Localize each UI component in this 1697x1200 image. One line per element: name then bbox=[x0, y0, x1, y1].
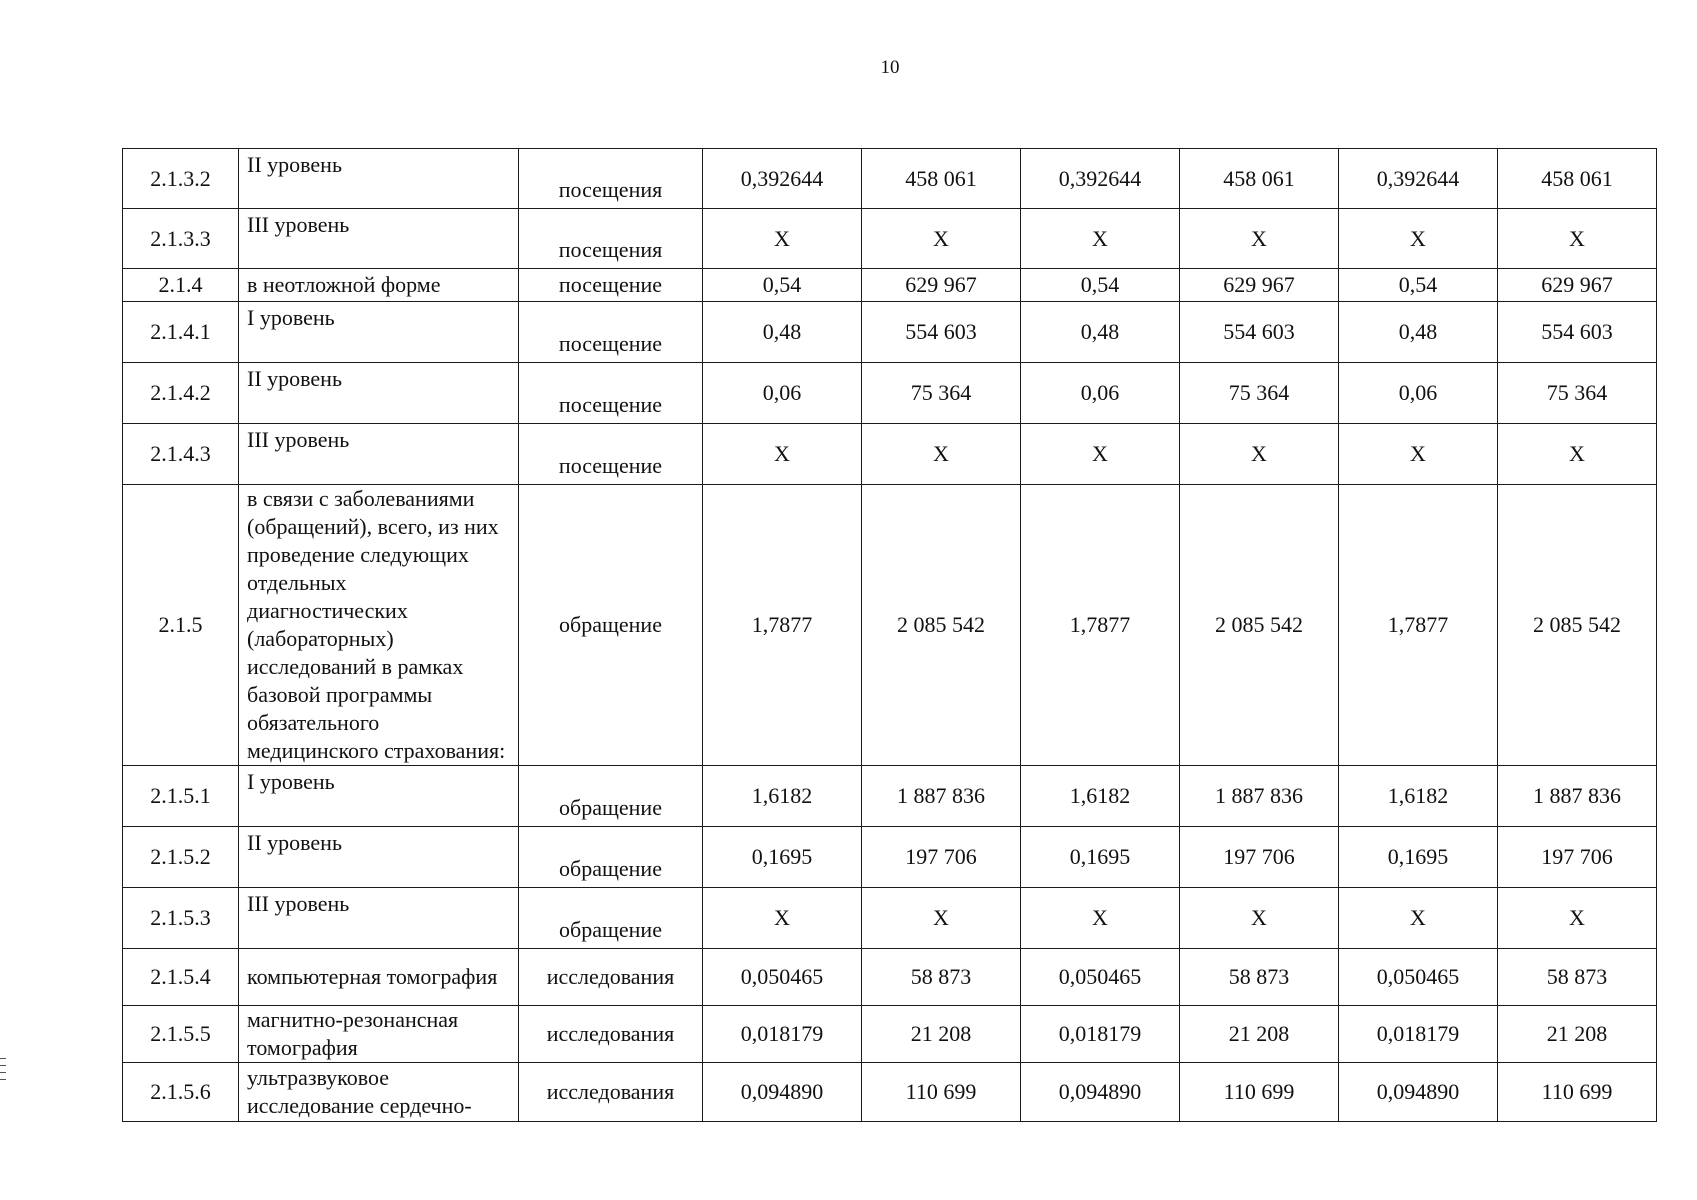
row-unit: исследования bbox=[519, 949, 703, 1006]
value-cell: Х bbox=[1180, 888, 1339, 949]
value-cell: Х bbox=[1021, 424, 1180, 485]
value-cell: 1,7877 bbox=[1021, 485, 1180, 766]
row-code: 2.1.5.2 bbox=[123, 827, 239, 888]
table-row bbox=[123, 949, 1657, 1006]
row-name: ультразвуковое исследование сердечно- bbox=[239, 1063, 519, 1122]
value-cell: Х bbox=[1498, 888, 1657, 949]
value-cell: 554 603 bbox=[1180, 302, 1339, 363]
row-code: 2.1.4.1 bbox=[123, 302, 239, 363]
value-cell: 110 699 bbox=[1498, 1063, 1657, 1122]
table-row bbox=[123, 363, 1657, 424]
value-cell: Х bbox=[1180, 209, 1339, 269]
value-cell: Х bbox=[862, 424, 1021, 485]
row-name: II уровень bbox=[239, 363, 519, 424]
value-cell: 0,018179 bbox=[1339, 1006, 1498, 1063]
table-row bbox=[123, 485, 1657, 766]
row-code: 2.1.5.4 bbox=[123, 949, 239, 1006]
value-cell: 1 887 836 bbox=[1498, 766, 1657, 827]
value-cell: Х bbox=[1180, 424, 1339, 485]
page-number: 10 bbox=[880, 57, 900, 78]
row-unit: посещение bbox=[519, 269, 703, 302]
table-row bbox=[123, 1063, 1657, 1122]
table-row bbox=[123, 888, 1657, 949]
value-cell: 0,48 bbox=[1021, 302, 1180, 363]
row-code: 2.1.5 bbox=[123, 485, 239, 766]
row-name: I уровень bbox=[239, 302, 519, 363]
value-cell: 110 699 bbox=[862, 1063, 1021, 1122]
value-cell: 1 887 836 bbox=[862, 766, 1021, 827]
row-name: III уровень bbox=[239, 888, 519, 949]
value-cell: 75 364 bbox=[1498, 363, 1657, 424]
value-cell: 554 603 bbox=[862, 302, 1021, 363]
row-name: II уровень bbox=[239, 827, 519, 888]
row-code: 2.1.4.2 bbox=[123, 363, 239, 424]
value-cell: 2 085 542 bbox=[862, 485, 1021, 766]
table-row bbox=[123, 302, 1657, 363]
row-code: 2.1.4 bbox=[123, 269, 239, 302]
value-cell: 21 208 bbox=[862, 1006, 1021, 1063]
value-cell: 1,7877 bbox=[703, 485, 862, 766]
value-cell: 21 208 bbox=[1498, 1006, 1657, 1063]
value-cell: 1,6182 bbox=[703, 766, 862, 827]
row-code: 2.1.5.6 bbox=[123, 1063, 239, 1122]
row-code: 2.1.3.2 bbox=[123, 149, 239, 209]
row-unit: посещения bbox=[519, 209, 703, 269]
value-cell: Х bbox=[1021, 888, 1180, 949]
value-cell: Х bbox=[1498, 209, 1657, 269]
row-unit: посещение bbox=[519, 302, 703, 363]
row-unit: посещение bbox=[519, 424, 703, 485]
value-cell: 0,54 bbox=[703, 269, 862, 302]
value-cell: 58 873 bbox=[1180, 949, 1339, 1006]
value-cell: 0,06 bbox=[703, 363, 862, 424]
table-row bbox=[123, 209, 1657, 269]
value-cell: 629 967 bbox=[1180, 269, 1339, 302]
value-cell: Х bbox=[862, 888, 1021, 949]
row-code: 2.1.4.3 bbox=[123, 424, 239, 485]
value-cell: 458 061 bbox=[1498, 149, 1657, 209]
value-cell: 1 887 836 bbox=[1180, 766, 1339, 827]
row-name: III уровень bbox=[239, 424, 519, 485]
value-cell: 554 603 bbox=[1498, 302, 1657, 363]
value-cell: 2 085 542 bbox=[1180, 485, 1339, 766]
value-cell: 0,06 bbox=[1339, 363, 1498, 424]
value-cell: 629 967 bbox=[1498, 269, 1657, 302]
value-cell: 0,1695 bbox=[703, 827, 862, 888]
value-cell: 0,1695 bbox=[1339, 827, 1498, 888]
value-cell: Х bbox=[703, 888, 862, 949]
value-cell: 2 085 542 bbox=[1498, 485, 1657, 766]
value-cell: 0,094890 bbox=[1339, 1063, 1498, 1122]
value-cell: 1,6182 bbox=[1021, 766, 1180, 827]
value-cell: 21 208 bbox=[1180, 1006, 1339, 1063]
value-cell: 75 364 bbox=[1180, 363, 1339, 424]
value-cell: 0,392644 bbox=[703, 149, 862, 209]
value-cell: 0,1695 bbox=[1021, 827, 1180, 888]
row-name: I уровень bbox=[239, 766, 519, 827]
row-unit: исследования bbox=[519, 1063, 703, 1122]
value-cell: 0,392644 bbox=[1339, 149, 1498, 209]
table-row bbox=[123, 424, 1657, 485]
value-cell: 0,392644 bbox=[1021, 149, 1180, 209]
table-row bbox=[123, 827, 1657, 888]
value-cell: Х bbox=[862, 209, 1021, 269]
row-name: II уровень bbox=[239, 149, 519, 209]
value-cell: 0,018179 bbox=[1021, 1006, 1180, 1063]
indicators-table bbox=[122, 148, 1657, 1122]
row-unit: исследования bbox=[519, 1006, 703, 1063]
row-unit: обращение bbox=[519, 827, 703, 888]
row-code: 2.1.3.3 bbox=[123, 209, 239, 269]
value-cell: 0,54 bbox=[1021, 269, 1180, 302]
value-cell: Х bbox=[703, 424, 862, 485]
value-cell: 458 061 bbox=[1180, 149, 1339, 209]
scan-edge-marks bbox=[0, 1058, 6, 1086]
value-cell: 0,050465 bbox=[1021, 949, 1180, 1006]
row-name: в связи с заболеваниями (обращений), всего, из них проведение следующих отдельных диагностических (лабораторных) исследований в рамках базовой программы обязательного медицинского страхования: bbox=[239, 485, 519, 766]
table-row bbox=[123, 149, 1657, 209]
value-cell: 458 061 bbox=[862, 149, 1021, 209]
value-cell: Х bbox=[1021, 209, 1180, 269]
table-row bbox=[123, 269, 1657, 302]
row-name: III уровень bbox=[239, 209, 519, 269]
row-name: магнитно-резонансная томография bbox=[239, 1006, 519, 1063]
value-cell: 1,6182 bbox=[1339, 766, 1498, 827]
value-cell: 0,050465 bbox=[703, 949, 862, 1006]
value-cell: 0,06 bbox=[1021, 363, 1180, 424]
value-cell: Х bbox=[1339, 209, 1498, 269]
row-code: 2.1.5.1 bbox=[123, 766, 239, 827]
value-cell: 0,018179 bbox=[703, 1006, 862, 1063]
value-cell: 0,050465 bbox=[1339, 949, 1498, 1006]
row-name: компьютерная томография bbox=[239, 949, 519, 1006]
value-cell: 0,48 bbox=[703, 302, 862, 363]
value-cell: 629 967 bbox=[862, 269, 1021, 302]
value-cell: 0,48 bbox=[1339, 302, 1498, 363]
row-unit: посещения bbox=[519, 149, 703, 209]
table-row bbox=[123, 1006, 1657, 1063]
row-name: в неотложной форме bbox=[239, 269, 519, 302]
value-cell: 110 699 bbox=[1180, 1063, 1339, 1122]
row-unit: обращение bbox=[519, 485, 703, 766]
value-cell: 75 364 bbox=[862, 363, 1021, 424]
value-cell: Х bbox=[1339, 424, 1498, 485]
row-unit: обращение bbox=[519, 766, 703, 827]
value-cell: 197 706 bbox=[862, 827, 1021, 888]
row-unit: посещение bbox=[519, 363, 703, 424]
value-cell: Х bbox=[703, 209, 862, 269]
value-cell: 197 706 bbox=[1180, 827, 1339, 888]
row-unit: обращение bbox=[519, 888, 703, 949]
value-cell: 58 873 bbox=[862, 949, 1021, 1006]
value-cell: 0,094890 bbox=[1021, 1063, 1180, 1122]
row-code: 2.1.5.3 bbox=[123, 888, 239, 949]
table-body bbox=[123, 149, 1657, 1122]
value-cell: Х bbox=[1339, 888, 1498, 949]
value-cell: 0,094890 bbox=[703, 1063, 862, 1122]
value-cell: 1,7877 bbox=[1339, 485, 1498, 766]
value-cell: 197 706 bbox=[1498, 827, 1657, 888]
value-cell: 0,54 bbox=[1339, 269, 1498, 302]
value-cell: Х bbox=[1498, 424, 1657, 485]
row-code: 2.1.5.5 bbox=[123, 1006, 239, 1063]
value-cell: 58 873 bbox=[1498, 949, 1657, 1006]
table-row bbox=[123, 766, 1657, 827]
